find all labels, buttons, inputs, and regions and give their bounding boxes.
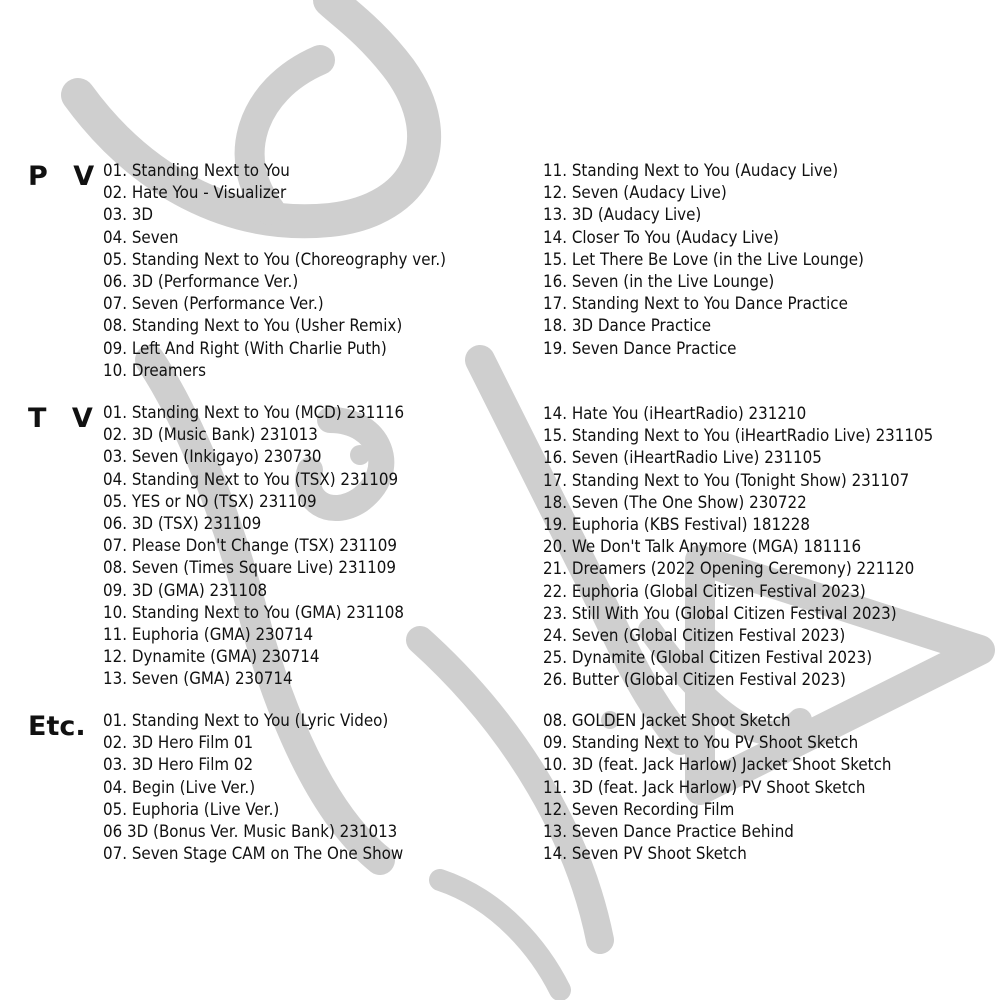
pv-track-list-right — [543, 159, 900, 359]
track-item: 06 3D (Bonus Ver. Music Bank) 231013 — [103, 820, 398, 841]
track-item: 22. Euphoria (Global Citizen Festival 2023) — [543, 580, 866, 601]
track-item: 09. Left And Right (With Charlie Puth) — [103, 337, 387, 358]
track-item: 26. Butter (Global Citizen Festival 2023) — [543, 669, 846, 690]
tv-track-list-left — [103, 401, 438, 689]
track-item: 02. 3D (Music Bank) 231013 — [103, 424, 318, 445]
etc-track-list-left — [103, 709, 437, 864]
track-item: 13. Seven (GMA) 230714 — [103, 668, 293, 689]
track-item: 07. Seven Stage CAM on The One Show — [103, 843, 404, 864]
track-item: 12. Seven (Audacy Live) — [543, 182, 727, 203]
track-item: 11. 3D (feat. Jack Harlow) PV Shoot Sketch — [543, 776, 866, 797]
track-item: 07. Seven (Performance Ver.) — [103, 293, 324, 314]
track-item: 10. Standing Next to You (GMA) 231108 — [103, 601, 404, 622]
track-item: 03. Seven (Inkigayo) 230730 — [103, 446, 322, 467]
track-item: 18. 3D Dance Practice — [543, 315, 712, 336]
track-item: 21. Dreamers (2022 Opening Ceremony) 221120 — [543, 558, 915, 579]
track-item: 08. Standing Next to You (Usher Remix) — [103, 315, 403, 336]
track-item: 01. Standing Next to You — [103, 160, 290, 180]
watermark-stroke-bottom-hook — [440, 880, 560, 990]
track-item: 19. Euphoria (KBS Festival) 181228 — [543, 513, 810, 534]
track-item: 17. Standing Next to You Dance Practice — [543, 293, 848, 314]
tv-track-list-right — [543, 402, 977, 690]
track-item: 02. 3D Hero Film 01 — [103, 732, 254, 753]
track-item: 12. Seven Recording Film — [543, 798, 735, 819]
track-item: 04. Begin (Live Ver.) — [103, 776, 256, 797]
track-item: 23. Still With You (Global Citizen Festival 2023) — [543, 602, 897, 623]
track-item: 14. Closer To You (Audacy Live) — [543, 226, 779, 247]
track-item: 06. 3D (Performance Ver.) — [103, 270, 299, 291]
track-item: 09. Standing Next to You PV Shoot Sketch — [543, 732, 859, 753]
track-item: 10. Dreamers — [103, 359, 206, 380]
track-item: 08. GOLDEN Jacket Shoot Sketch — [543, 710, 791, 730]
pv-track-list-left — [103, 159, 484, 381]
track-item: 05. Standing Next to You (Choreography ver.) — [103, 248, 447, 269]
track-item: 13. 3D (Audacy Live) — [543, 204, 702, 225]
track-item: 10. 3D (feat. Jack Harlow) Jacket Shoot Sketch — [543, 754, 892, 775]
track-item: 03. 3D — [103, 204, 154, 225]
track-item: 11. Standing Next to You (Audacy Live) — [543, 160, 839, 180]
track-item: 16. Seven (iHeartRadio Live) 231105 — [543, 447, 822, 468]
track-item: 20. We Don't Talk Anymore (MGA) 181116 — [543, 536, 862, 557]
track-item: 01. Standing Next to You (Lyric Video) — [103, 710, 389, 730]
track-item: 19. Seven Dance Practice — [543, 337, 737, 358]
track-item: 12. Dynamite (GMA) 230714 — [103, 646, 320, 667]
track-item: 06. 3D (TSX) 231109 — [103, 512, 262, 533]
track-item: 16. Seven (in the Live Lounge) — [543, 270, 775, 291]
track-item: 15. Let There Be Love (in the Live Lounge) — [543, 248, 864, 269]
track-item: 09. 3D (GMA) 231108 — [103, 579, 268, 600]
track-item: 07. Please Don't Change (TSX) 231109 — [103, 535, 397, 556]
track-item: 05. Euphoria (Live Ver.) — [103, 798, 280, 819]
track-item: 14. Hate You (iHeartRadio) 231210 — [543, 403, 807, 423]
track-item: 04. Standing Next to You (TSX) 231109 — [103, 468, 399, 489]
track-item: 24. Seven (Global Citizen Festival 2023) — [543, 624, 846, 645]
track-item: 18. Seven (The One Show) 230722 — [543, 491, 807, 512]
track-item: 15. Standing Next to You (iHeartRadio Live) 231105 — [543, 425, 934, 446]
track-item: 08. Seven (Times Square Live) 231109 — [103, 557, 396, 578]
track-item: 03. 3D Hero Film 02 — [103, 754, 254, 775]
track-item: 05. YES or NO (TSX) 231109 — [103, 490, 317, 511]
track-item: 01. Standing Next to You (MCD) 231116 — [103, 402, 405, 422]
etc-track-list-right — [543, 709, 930, 864]
track-item: 11. Euphoria (GMA) 230714 — [103, 623, 314, 644]
track-item: 14. Seven PV Shoot Sketch — [543, 843, 747, 864]
track-item: 25. Dynamite (Global Citizen Festival 2023) — [543, 647, 873, 668]
track-item: 02. Hate You - Visualizer — [103, 182, 287, 203]
track-item: 13. Seven Dance Practice Behind — [543, 820, 794, 841]
section-label-tv: T V — [28, 403, 101, 434]
track-item: 04. Seven — [103, 226, 179, 247]
section-label-etc: Etc. — [28, 711, 86, 742]
track-item: 17. Standing Next to You (Tonight Show) 231107 — [543, 469, 910, 490]
section-label-pv: P V — [28, 161, 103, 192]
